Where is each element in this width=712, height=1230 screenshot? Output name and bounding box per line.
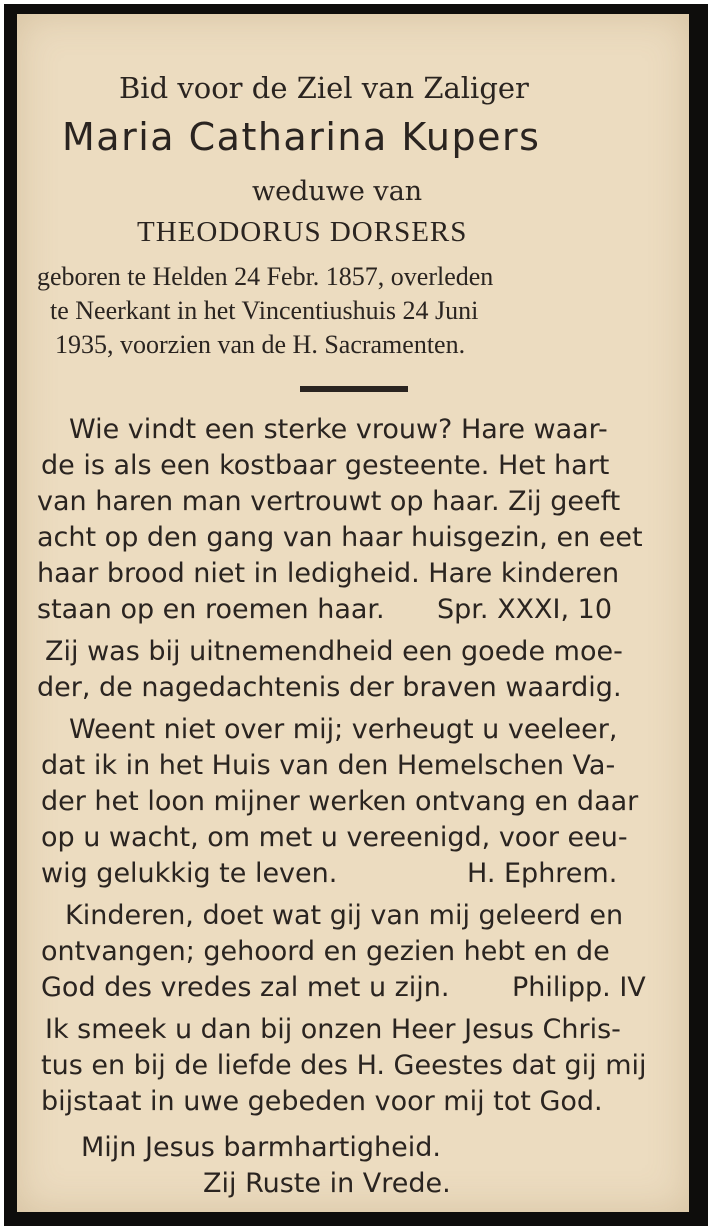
deceased-name: Maria Catharina Kupers: [62, 115, 541, 159]
p1-line-6: staan op en roemen haar.: [37, 594, 385, 625]
p1-line-5: haar brood niet in ledigheid. Hare kinderen: [37, 558, 620, 589]
intro-line: Bid voor de Ziel van Zaliger: [119, 71, 529, 105]
memorial-card: [4, 4, 708, 1226]
p5-line-2: tus en bij de liefde des H. Geestes dat gij mij: [41, 1050, 647, 1081]
p3-line-5: wig gelukkig te leven.: [41, 858, 338, 889]
p1-line-4: acht op den gang van haar huisgezin, en eet: [37, 522, 643, 553]
p1-line-3: van haren man vertrouwt op haar. Zij geeft: [37, 486, 621, 517]
p1-reference: Spr. XXXI, 10: [437, 594, 613, 625]
divider-rule: [300, 386, 408, 392]
closing-prayer: Mijn Jesus barmhartigheid.: [81, 1132, 441, 1163]
p3-line-4: op u wacht, om met u vereenigd, voor eeu-: [41, 822, 628, 853]
husband-name: THEODORUS DORSERS: [137, 216, 468, 248]
p3-line-3: der het loon mijner werken ontvang en daar: [41, 786, 639, 817]
birth-line-3: 1935, voorzien van de H. Sacramenten.: [55, 330, 466, 359]
relation-line: weduwe van: [252, 176, 423, 207]
p5-line-1: Ik smeek u dan bij onzen Heer Jesus Chris-: [45, 1014, 621, 1045]
p4-line-3: God des vredes zal met u zijn.: [41, 972, 450, 1003]
card-paper: [17, 14, 689, 1212]
p4-line-1: Kinderen, doet wat gij van mij geleerd en: [65, 900, 624, 931]
p3-reference: H. Ephrem.: [467, 858, 618, 889]
p4-line-2: ontvangen; gehoord en gezien hebt en de: [41, 936, 610, 967]
closing-rest: Zij Ruste in Vrede.: [203, 1168, 451, 1199]
p4-reference: Philipp. IV: [512, 972, 646, 1003]
p1-line-2: de is als een kostbaar gesteente. Het hart: [41, 450, 610, 481]
p1-line-1: Wie vindt een sterke vrouw? Hare waar-: [69, 414, 608, 445]
p3-line-2: dat ik in het Huis van den Hemelschen Va-: [41, 750, 616, 781]
p5-line-3: bijstaat in uwe gebeden voor mij tot God.: [41, 1086, 603, 1117]
birth-line-1: geboren te Helden 24 Febr. 1857, overleden: [37, 262, 494, 291]
p3-line-1: Weent niet over mij; verheugt u veeleer,: [69, 714, 618, 745]
p2-line-2: der, de nagedachtenis der braven waardig.: [37, 672, 622, 703]
p2-line-1: Zij was bij uitnemendheid een goede moe-: [45, 636, 623, 667]
birth-line-2: te Neerkant in het Vincentiushuis 24 Juni: [50, 296, 479, 325]
